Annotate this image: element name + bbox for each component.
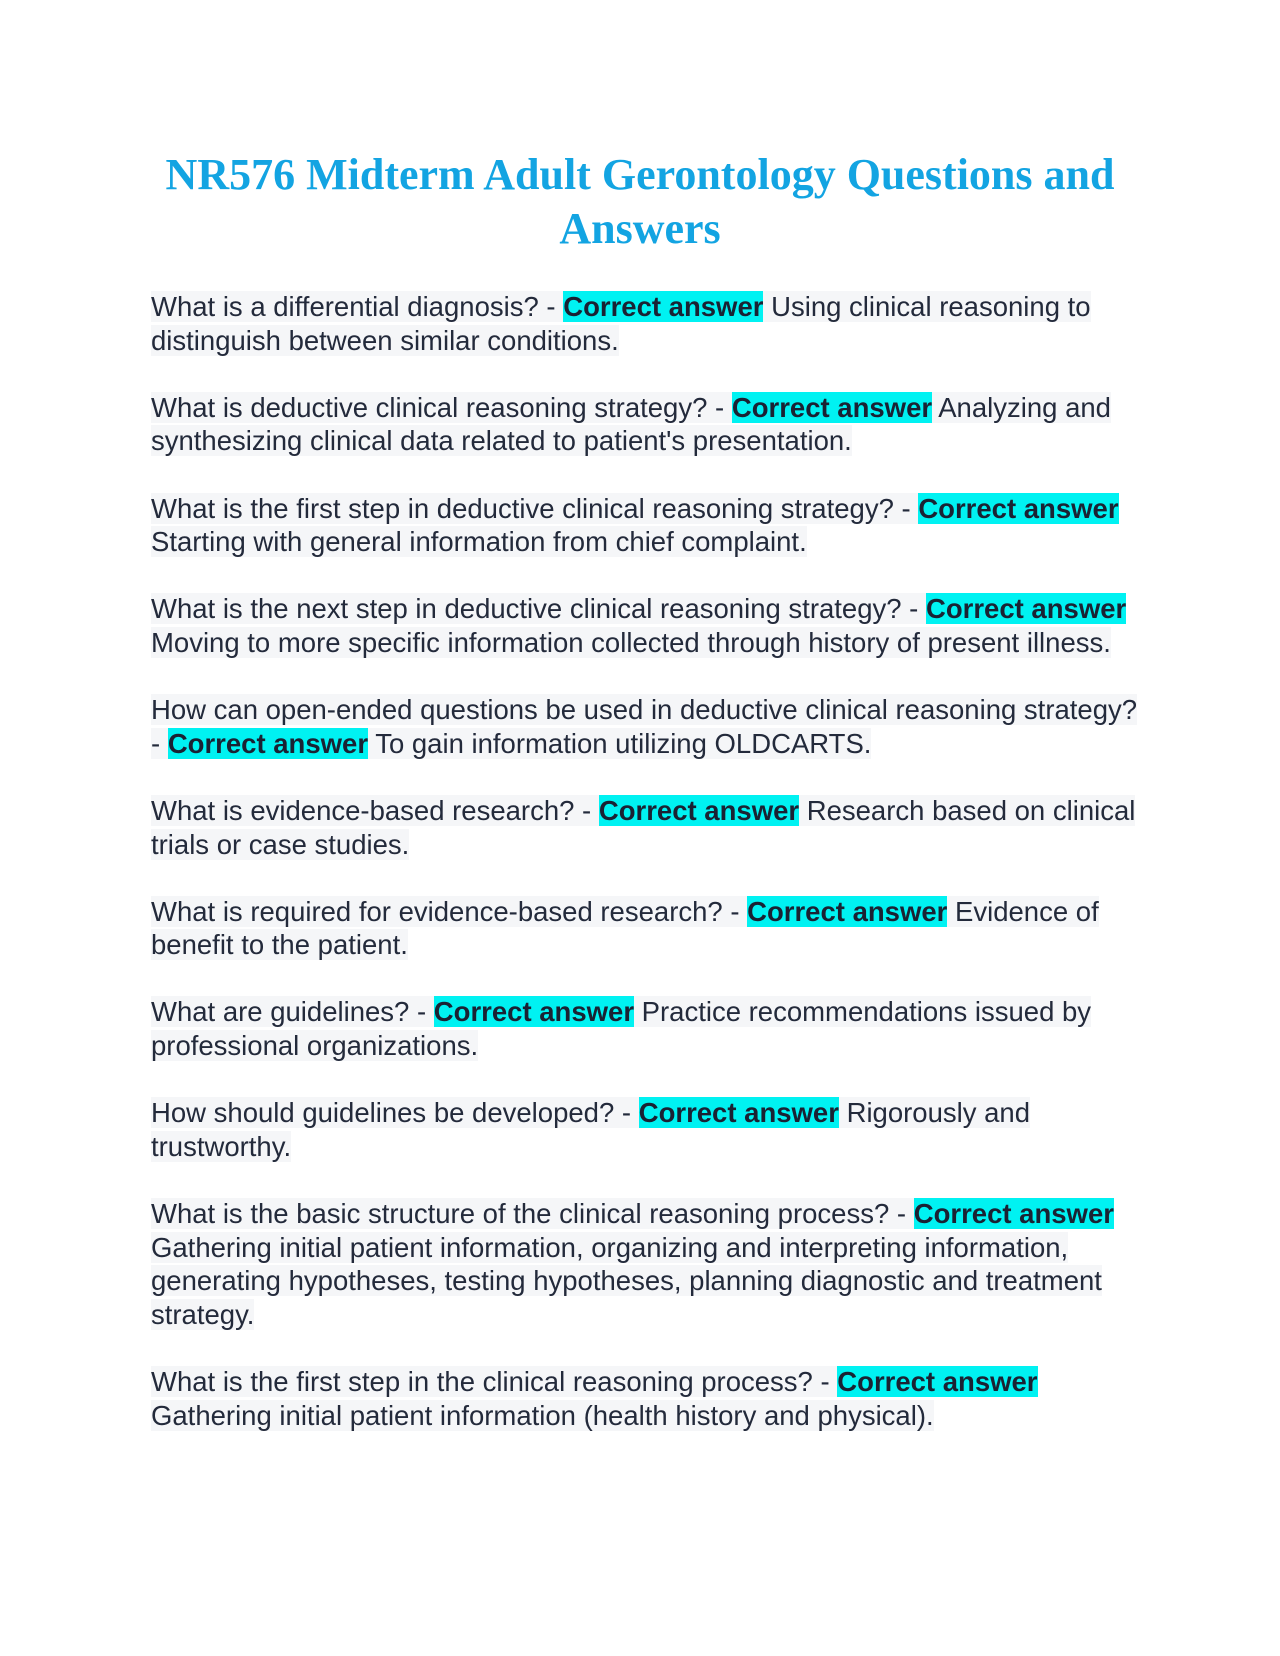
correct-answer-label: Correct answer bbox=[731, 391, 933, 423]
question-text: What is the basic structure of the clinical reasoning process? - bbox=[151, 1198, 914, 1230]
qa-item bbox=[151, 1096, 1141, 1163]
question-text: What are guidelines? - bbox=[151, 996, 434, 1028]
qa-item bbox=[151, 693, 1141, 760]
question-text: What is required for evidence-based research? - bbox=[151, 895, 748, 927]
qa-item bbox=[151, 794, 1141, 861]
question-text: What is the next step in deductive clinical reasoning strategy? - bbox=[151, 593, 926, 625]
qa-item bbox=[151, 1197, 1141, 1331]
answer-text: To gain information utilizing OLDCARTS. bbox=[368, 727, 872, 759]
answer-text: Practice recommendations issued by professional organizations. bbox=[151, 996, 1092, 1062]
qa-list bbox=[151, 290, 1141, 1466]
question-text: What is the first step in deductive clinical reasoning strategy? - bbox=[151, 492, 919, 524]
qa-item bbox=[151, 391, 1141, 458]
qa-item bbox=[151, 492, 1141, 559]
question-text: What is deductive clinical reasoning strategy? - bbox=[151, 391, 732, 423]
correct-answer-label: Correct answer bbox=[563, 291, 764, 322]
question-text: How should guidelines be developed? - bbox=[151, 1097, 639, 1129]
answer-text: Evidence of benefit to the patient. bbox=[151, 895, 1099, 961]
correct-answer-label: Correct answer bbox=[167, 727, 369, 759]
question-text: What is a differential diagnosis? - bbox=[151, 291, 564, 322]
answer-text: Starting with general information from chief complaint. bbox=[151, 526, 807, 558]
qa-item bbox=[151, 895, 1141, 962]
qa-item bbox=[151, 1365, 1141, 1432]
correct-answer-label: Correct answer bbox=[837, 1366, 1038, 1397]
answer-text: Research based on clinical trials or case studies. bbox=[151, 794, 1136, 860]
question-text: What is the first step in the clinical reasoning process? - bbox=[151, 1366, 838, 1397]
correct-answer-label: Correct answer bbox=[918, 492, 1119, 524]
answer-text: Gathering initial patient information, organizing and interpreting information, generating hypotheses, testing hypotheses, planning diagnostic and treatment strategy. bbox=[151, 1231, 1102, 1330]
answer-text: Gathering initial patient information (health history and physical). bbox=[151, 1399, 934, 1431]
correct-answer-label: Correct answer bbox=[913, 1198, 1114, 1230]
qa-item bbox=[151, 290, 1141, 357]
answer-text: Analyzing and synthesizing clinical data related to patient's presentation. bbox=[151, 391, 1111, 457]
qa-item bbox=[151, 995, 1141, 1062]
qa-item bbox=[151, 592, 1141, 659]
correct-answer-label: Correct answer bbox=[598, 794, 800, 826]
correct-answer-label: Correct answer bbox=[638, 1097, 839, 1129]
question-text: What is evidence-based research? - bbox=[151, 794, 599, 826]
answer-text: Using clinical reasoning to distinguish between similar conditions. bbox=[151, 291, 1091, 356]
correct-answer-label: Correct answer bbox=[747, 895, 948, 927]
correct-answer-label: Correct answer bbox=[433, 996, 635, 1028]
question-text: How can open-ended questions be used in deductive clinical reasoning strategy? - bbox=[151, 694, 1138, 759]
answer-text: Moving to more specific information collected through history of present illness. bbox=[151, 626, 1111, 658]
correct-answer-label: Correct answer bbox=[925, 593, 1127, 625]
page-title: NR576 Midterm Adult Gerontology Questions and Answers bbox=[165, 150, 1115, 253]
answer-text: Rigorously and trustworthy. bbox=[151, 1097, 1031, 1162]
